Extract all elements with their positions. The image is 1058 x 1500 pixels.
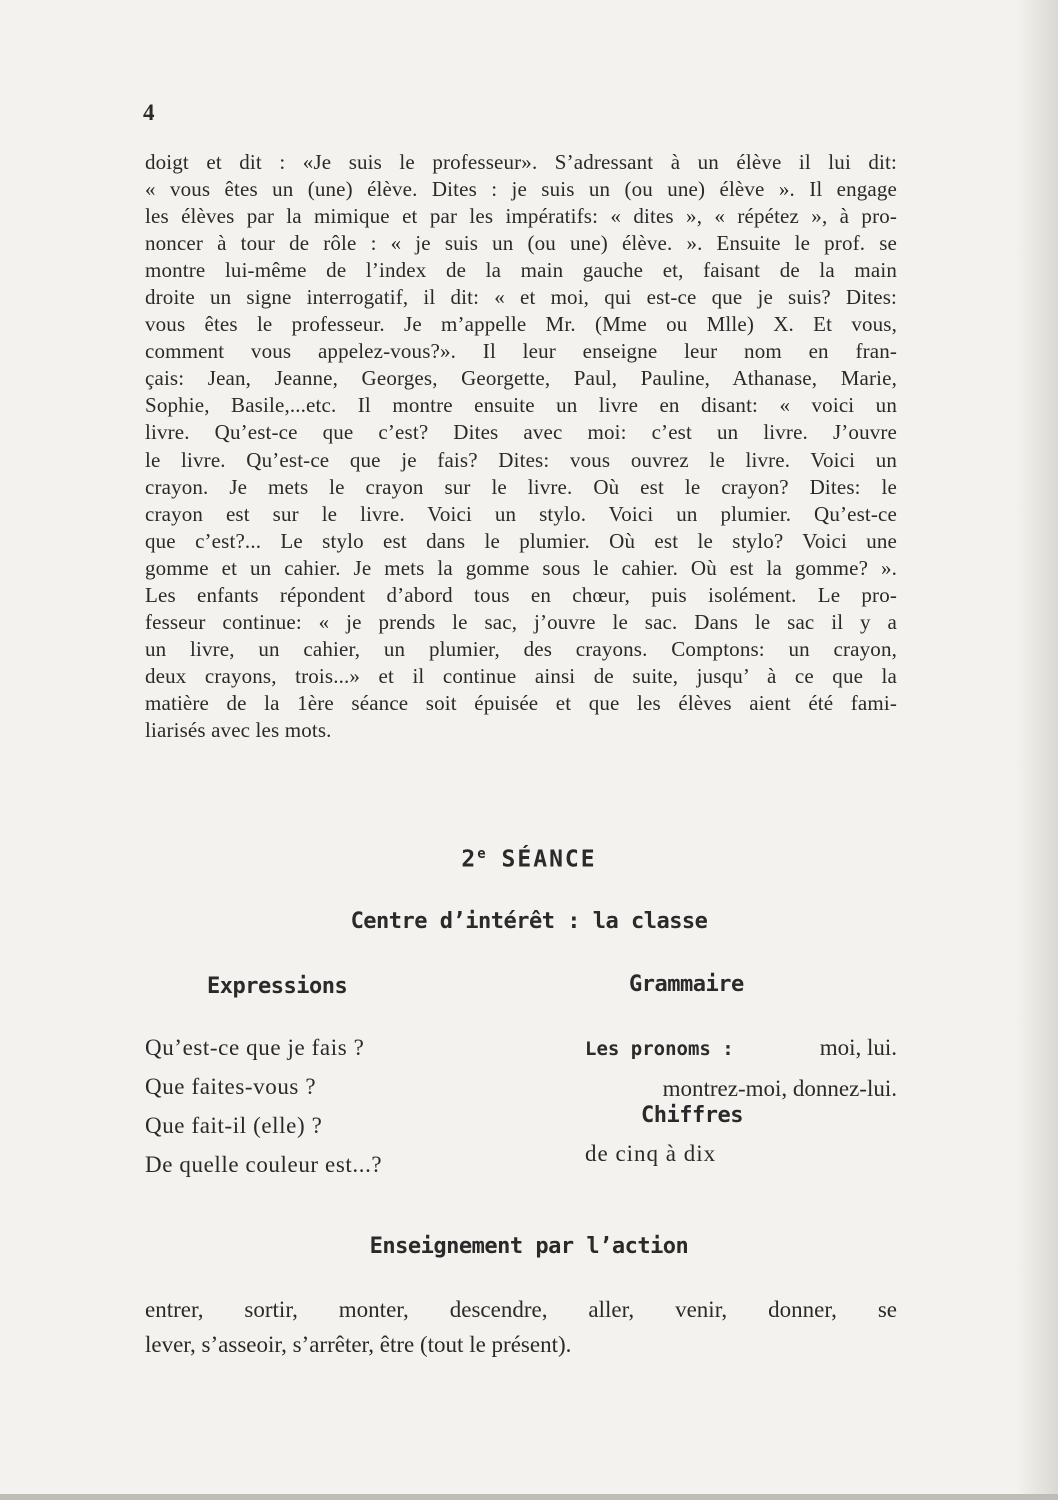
action-line: lever, s’asseoir, s’arrêter, être (tout le présent). [145,1332,572,1357]
pronoms-value: moi, lui. [819,1035,897,1060]
body-line: çais: Jean, Jeanne, Georges, Georgette, Paul, Pauline, Athanase, Marie, [145,366,897,391]
body-line: les élèves par la mimique et par les impératifs: « dites », « répétez », à pro- [145,204,897,229]
body-line: vous êtes le professeur. Je m’appelle Mr. (Mme ou Mlle) X. Et vous, [145,312,897,337]
action-verbs [145,1292,897,1362]
expression-item: Que faites-vous ? [145,1074,317,1099]
body-line: deux crayons, trois...» et il continue ainsi de suite, jusqu’ à ce que la [145,663,897,688]
pronoms-label: Les pronoms : [585,1038,734,1060]
body-line: gomme et un cahier. Je mets la gomme sous le cahier. Où est la gomme? ». [145,555,897,580]
action-heading: Enseignement par l’action [369,1234,689,1259]
expression-item: De quelle couleur est...? [145,1152,383,1177]
chiffres-value: de cinq à dix [585,1141,717,1166]
body-line: crayon est sur le livre. Voici un stylo. Voici un plumier. Qu’est-ce [145,501,897,526]
seance-label: SÉANCE [501,846,597,873]
body-line: fesseur continue: « je prends le sac, j’ouvre le sac. Dans le sac il y a [145,609,897,634]
seance-suffix: e [477,846,486,862]
body-line: Sophie, Basile,...etc. Il montre ensuite un livre en disant: « voici un [145,393,897,418]
grammaire-heading: Grammaire [629,972,744,997]
body-line: liarisés avec les mots. [145,717,332,742]
body-line: matière de la 1ère séance soit épuisée et que les élèves aient été fami- [145,690,897,715]
body-line: droite un signe interrogatif, il dit: « et moi, qui est-ce que je suis? Dites: [145,285,897,310]
body-line: crayon. Je mets le crayon sur le livre. Où est le crayon? Dites: le [145,474,897,499]
expression-item: Qu’est-ce que je fais ? [145,1035,365,1060]
body-line: que c’est?... Le stylo est dans le plumier. Où est le stylo? Voici une [145,528,897,553]
pronoms-examples: montrez-moi, donnez-lui. [662,1076,897,1101]
center-of-interest: Centre d’intérêt : la classe [350,909,708,934]
body-line: montre lui-même de l’index de la main gauche et, faisant de la main [145,258,897,283]
body-line: noncer à tour de rôle : « je suis un (ou une) élève. ». Ensuite le prof. se [145,231,897,256]
page-number: 4 [143,100,155,125]
pronoms-row [585,1028,897,1069]
action-line: entrer, sortir, monter, descendre, aller, venir, donner, se [145,1297,897,1322]
body-paragraph [145,149,897,744]
seance-title [0,846,1058,873]
seance-number: 2 [461,846,478,873]
expression-item: Que fait-il (elle) ? [145,1113,323,1138]
grammaire-block [585,1028,897,1108]
body-line: livre. Qu’est-ce que c’est? Dites avec moi: c’est un livre. J’ouvre [145,420,897,445]
page-edge [1016,0,1058,1500]
expressions-list [145,1028,382,1184]
body-line: Les enfants répondent d’abord tous en chœur, puis isolément. Le pro- [145,582,897,607]
body-line: doigt et dit : «Je suis le professeur». S’adressant à un élève il lui dit: [145,150,897,174]
body-line: le livre. Qu’est-ce que je fais? Dites: vous ouvrez le livre. Voici un [145,447,897,472]
body-line: un livre, un cahier, un plumier, des crayons. Comptons: un crayon, [145,636,897,661]
body-line: comment vous appelez-vous?». Il leur enseigne leur nom en fran- [145,339,897,364]
expressions-heading: Expressions [207,974,348,999]
body-line: « vous êtes un (une) élève. Dites : je suis un (ou une) élève ». Il engage [145,177,897,202]
bottom-edge [0,1494,1058,1500]
chiffres-heading: Chiffres [641,1103,743,1128]
